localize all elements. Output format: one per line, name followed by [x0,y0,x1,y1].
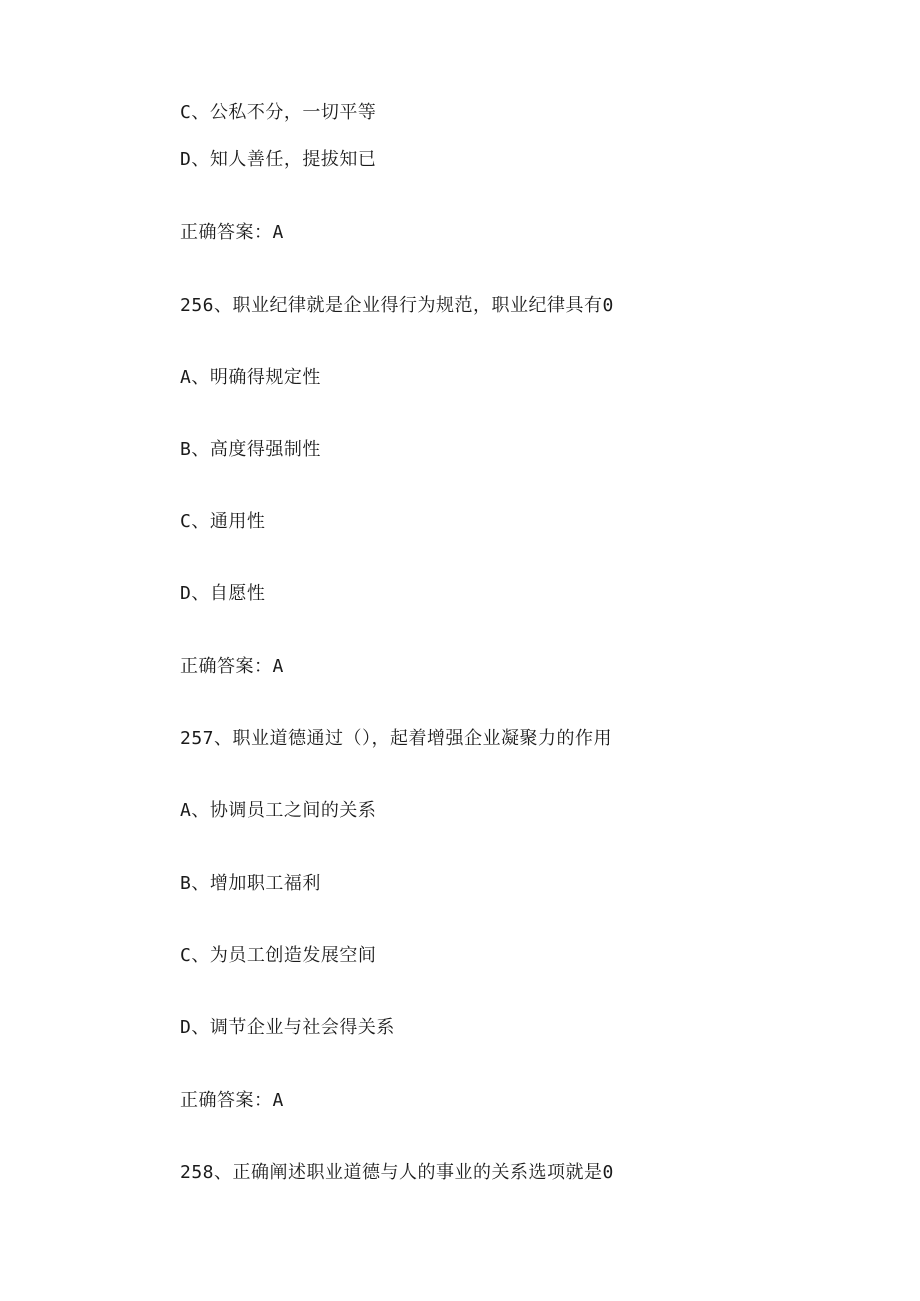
option-c-q257: C、为员工创造发展空间 [180,945,377,966]
option-a-q257: A、协调员工之间的关系 [180,800,377,821]
option-d-q256: D、自愿性 [180,583,266,604]
answer-q255: 正确答案：A [180,222,284,243]
answer-q256: 正确答案：A [180,656,284,677]
question-257: 257、职业道德通过（），起着增强企业凝聚力的作用 [180,728,613,749]
option-c-q256: C、通用性 [180,511,266,532]
question-256: 256、职业纪律就是企业得行为规范，职业纪律具有0 [180,295,614,316]
option-b-q257: B、增加职工福利 [180,873,321,894]
option-d-q255: D、知人善任，提拔知已 [180,149,377,170]
option-c-q255: C、公私不分，一切平等 [180,102,377,123]
option-d-q257: D、调节企业与社会得关系 [180,1017,395,1038]
option-a-q256: A、明确得规定性 [180,367,321,388]
question-258: 258、正确阐述职业道德与人的事业的关系选项就是0 [180,1162,614,1183]
answer-q257: 正确答案：A [180,1090,284,1111]
option-b-q256: B、高度得强制性 [180,439,321,460]
